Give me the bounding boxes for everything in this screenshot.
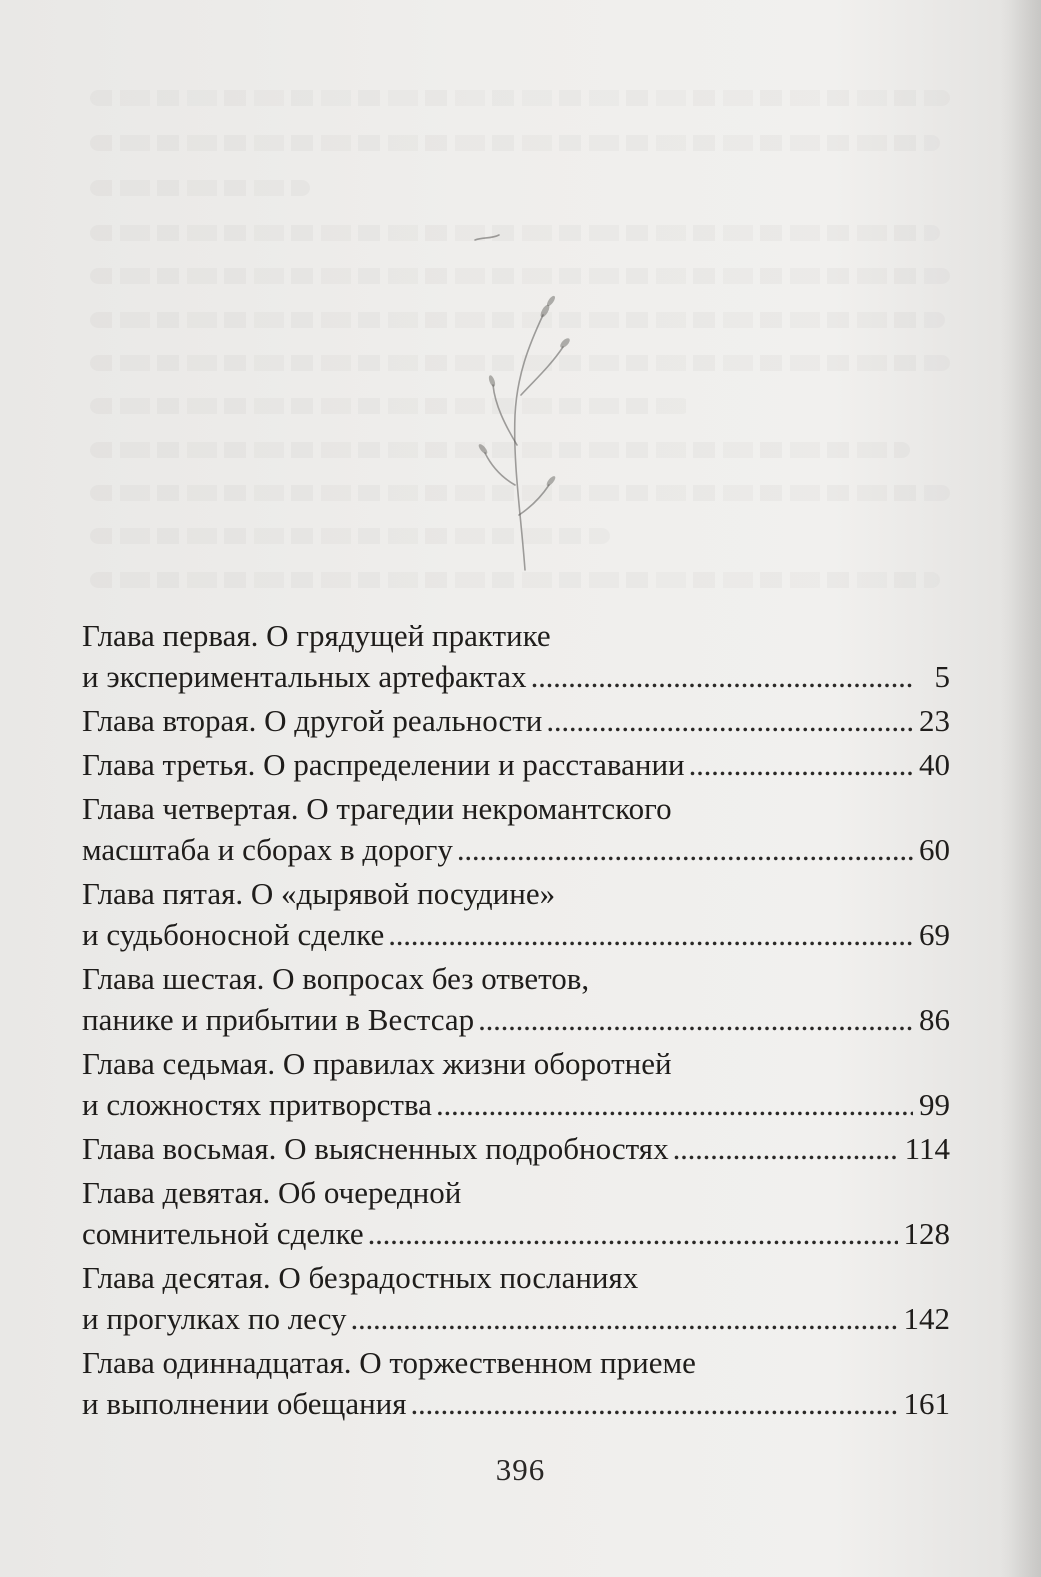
dot-leader xyxy=(673,1128,899,1169)
toc-entry-title: Глава четвертая. О трагедии некромантского xyxy=(82,791,672,826)
toc-entry-7 xyxy=(82,1043,950,1125)
toc-entry-line xyxy=(82,829,950,870)
toc-entry-title-end: и сложностях притворства xyxy=(82,1087,432,1122)
dot-leader xyxy=(388,914,913,955)
toc-entry-title: Глава одиннадцатая. О торжественном приеме xyxy=(82,1345,696,1380)
toc-entry-line xyxy=(82,1383,950,1424)
toc-entry-1 xyxy=(82,615,950,697)
toc-entry-line xyxy=(82,1298,950,1339)
toc-page-number: 40 xyxy=(919,747,950,782)
toc-entry-line xyxy=(82,1084,950,1125)
toc-entry-9 xyxy=(82,1172,950,1254)
toc-entry-10 xyxy=(82,1257,950,1339)
toc-entry-2 xyxy=(82,700,950,741)
toc-entry-title-end: и выполнении обещания xyxy=(82,1386,407,1421)
toc-entry-title: Глава восьмая. О выясненных подробностях xyxy=(82,1131,669,1166)
dot-leader xyxy=(531,656,914,697)
toc-page-number: 161 xyxy=(903,1386,950,1421)
dot-leader xyxy=(411,1383,898,1424)
toc-page-number: 60 xyxy=(919,832,950,867)
toc-page-number: 23 xyxy=(919,703,950,738)
toc-entry-line xyxy=(82,656,950,697)
toc-entry-line xyxy=(82,700,950,741)
toc-entry-title-end: панике и прибытии в Вестсар xyxy=(82,1002,475,1037)
dot-leader xyxy=(457,829,913,870)
dot-leader xyxy=(546,700,913,741)
toc-entry-title: Глава шестая. О вопросах без ответов, xyxy=(82,961,590,996)
toc-page-number: 5 xyxy=(934,659,950,694)
toc-entry-title-end: и прогулках по лесу xyxy=(82,1301,347,1336)
dot-leader xyxy=(478,999,913,1040)
toc-entry-title-end: сомнительной сделке xyxy=(82,1216,364,1251)
toc-entry-title-end: и экспериментальных артефактах xyxy=(82,659,527,694)
toc-entry-11 xyxy=(82,1342,950,1424)
toc-entry-line xyxy=(82,914,950,955)
toc-entry-title-end: и судьбоносной сделке xyxy=(82,917,385,952)
dot-leader xyxy=(351,1298,898,1339)
toc-entry-3 xyxy=(82,744,950,785)
toc-entry-line xyxy=(82,744,950,785)
toc-entry-4 xyxy=(82,788,950,870)
toc-entry-line xyxy=(82,999,950,1040)
toc-entry-title: Глава третья. О распределении и расставании xyxy=(82,747,685,782)
table-of-contents xyxy=(82,615,950,1427)
toc-entry-title: Глава девятая. Об очередной xyxy=(82,1175,462,1210)
toc-entry-title: Глава пятая. О «дырявой посудине» xyxy=(82,876,556,911)
toc-entry-title: Глава десятая. О безрадостных посланиях xyxy=(82,1260,639,1295)
toc-page-number: 114 xyxy=(904,1131,950,1166)
toc-page-number: 99 xyxy=(919,1087,950,1122)
dot-leader xyxy=(689,744,913,785)
dot-leader xyxy=(436,1084,913,1125)
toc-entry-line xyxy=(82,1213,950,1254)
sprig-illustration xyxy=(455,215,595,575)
toc-entry-5 xyxy=(82,873,950,955)
toc-entry-8 xyxy=(82,1128,950,1169)
toc-entry-title: Глава седьмая. О правилах жизни оборотней xyxy=(82,1046,672,1081)
page-number-footer: 396 xyxy=(495,1452,546,1487)
page-edge-shadow xyxy=(1001,0,1041,1577)
toc-entry-line xyxy=(82,1128,950,1169)
toc-page-number: 69 xyxy=(919,917,950,952)
toc-entry-title: Глава первая. О грядущей практике xyxy=(82,618,551,653)
dot-leader xyxy=(368,1213,898,1254)
toc-entry-title: Глава вторая. О другой реальности xyxy=(82,703,543,738)
toc-entry-6 xyxy=(82,958,950,1040)
toc-page-number: 128 xyxy=(903,1216,950,1251)
toc-page-number: 86 xyxy=(919,1002,950,1037)
toc-page-number: 142 xyxy=(903,1301,950,1336)
toc-entry-title-end: масштаба и сборах в дорогу xyxy=(82,832,453,867)
